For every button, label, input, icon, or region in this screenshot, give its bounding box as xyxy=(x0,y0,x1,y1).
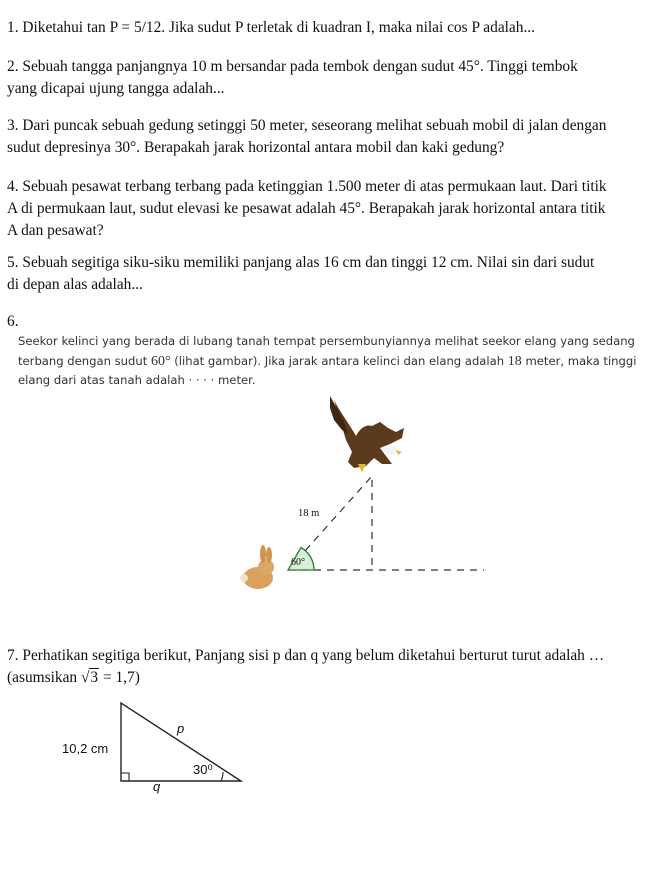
sqrt-radicand: 3 xyxy=(90,669,99,686)
question-4-line2: A di permukaan laut, sudut elevasi ke pesawat adalah 45°. Berapakah jarak horizontal antara titik xyxy=(7,200,606,217)
q6-distance-value: 18 xyxy=(507,353,522,369)
angle-30-label: 30⁰ xyxy=(193,762,213,777)
question-6-figure xyxy=(230,392,500,602)
angle-30-arc xyxy=(221,772,223,781)
right-triangle xyxy=(121,703,241,781)
question-7-line1: 7. Perhatikan segitiga berikut, Panjang sisi p dan q yang belum diketahui berturut turut adalah … xyxy=(7,647,605,664)
question-7 xyxy=(7,645,671,689)
right-angle-marker xyxy=(121,773,129,781)
q7-assume-suffix: = 1,7) xyxy=(99,669,140,686)
question-3-line1: 3. Dari puncak sebuah gedung setinggi 50 meter, seseorang melihat sebuah mobil di jalan dengan xyxy=(7,117,607,134)
question-1 xyxy=(7,17,671,39)
side-label: 10,2 cm xyxy=(62,741,109,756)
question-6-number xyxy=(7,311,671,333)
distance-label: 18 m xyxy=(298,508,320,519)
question-4-line1: 4. Sebuah pesawat terbang terbang pada ketinggian 1.500 meter di atas permukaan laut. Dari titik xyxy=(7,178,607,195)
question-2 xyxy=(7,56,671,100)
rabbit-illustration xyxy=(240,545,274,589)
question-6-label: 6. xyxy=(7,313,19,330)
q6-line2-part-a: terbang dengan sudut xyxy=(18,353,151,368)
question-6-line2 xyxy=(18,352,668,372)
question-5-line2: di depan alas adalah... xyxy=(7,276,143,293)
question-3 xyxy=(7,115,671,159)
question-4 xyxy=(7,176,671,242)
question-3-line2: sudut depresinya 30°. Berapakah jarak horizontal antara mobil dan kaki gedung? xyxy=(7,139,505,156)
hypotenuse-label: p xyxy=(177,721,185,736)
question-7-figure xyxy=(55,695,255,800)
question-2-line2: yang dicapai ujung tangga adalah... xyxy=(7,80,225,97)
sqrt-expression: √3 xyxy=(80,669,99,686)
question-6-text xyxy=(18,332,668,391)
q7-assume-prefix: (asumsikan xyxy=(7,669,81,686)
question-5-line1: 5. Sebuah segitiga siku-siku memiliki panjang alas 16 cm dan tinggi 12 cm. Nilai sin dari sudut xyxy=(7,254,595,271)
question-6-diagram xyxy=(230,392,500,602)
eagle-illustration xyxy=(330,396,404,472)
question-7-line2 xyxy=(7,667,671,689)
question-6-line1: Seekor kelinci yang berada di lubang tanah tempat persembunyiannya melihat seekor elang yang sedang xyxy=(18,334,635,348)
question-4-line3: A dan pesawat? xyxy=(7,222,104,239)
q6-line2-part-c: meter, maka tinggi xyxy=(521,353,637,368)
question-2-line1: 2. Sebuah tangga panjangnya 10 m bersandar pada tembok dengan sudut 45°. Tinggi tembok xyxy=(7,58,578,75)
base-label: q xyxy=(153,779,161,794)
q6-angle-value: 60° xyxy=(150,353,171,369)
q6-line2-part-b: (lihat gambar). Jika jarak antara kelinci dan elang adalah xyxy=(170,353,508,368)
question-5 xyxy=(7,252,671,296)
question-1-text: 1. Diketahui tan P = 5/12. Jika sudut P terletak di kuadran I, maka nilai cos P adalah... xyxy=(7,19,535,36)
angle-label: 60° xyxy=(291,557,305,568)
question-6-line3: elang dari atas tanah adalah · · · · meter. xyxy=(18,373,256,387)
